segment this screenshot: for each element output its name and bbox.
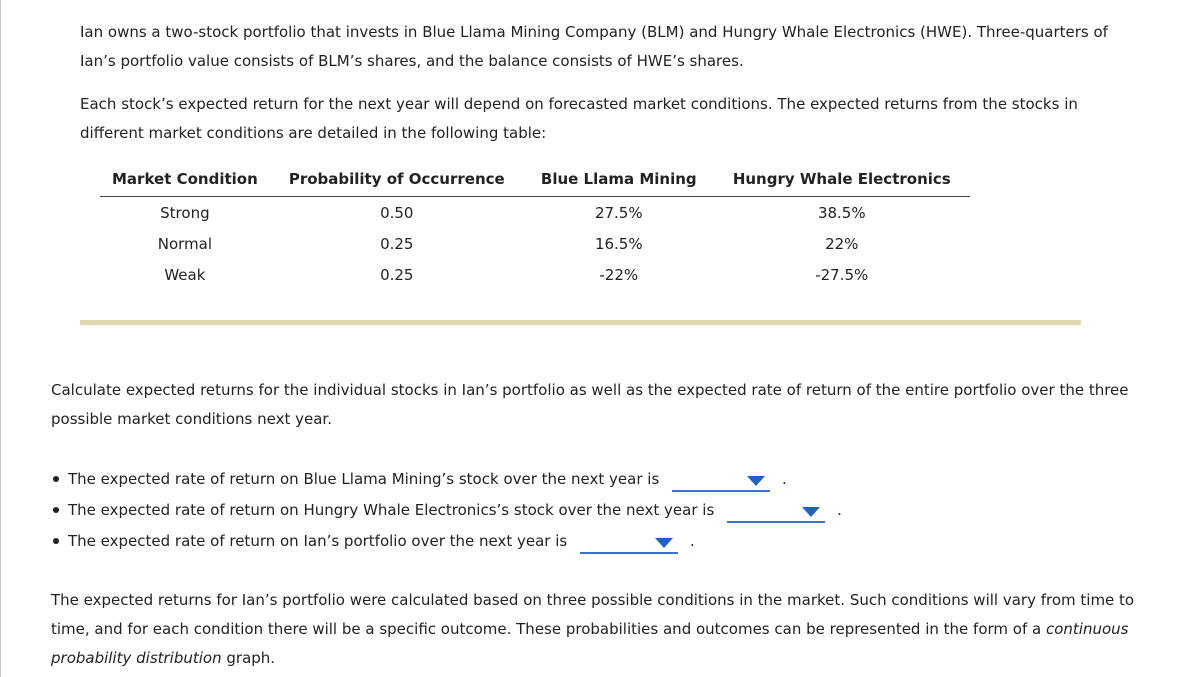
header-market-condition: Market Condition xyxy=(100,168,270,197)
cell-hwe-return: -27.5% xyxy=(815,265,869,284)
list-item xyxy=(48,497,842,528)
hwe-return-dropdown[interactable] xyxy=(727,501,825,523)
cell-condition: Weak xyxy=(164,265,206,284)
cell-condition: Normal xyxy=(157,234,213,253)
header-hungry-whale: Hungry Whale Electronics xyxy=(714,168,970,197)
answer-prompt-blm: The expected rate of return on Blue Llama Mining’s stock over the next year is xyxy=(68,470,660,488)
table-header-row xyxy=(100,168,970,197)
cell-blm-return: 16.5% xyxy=(594,234,643,253)
chevron-down-icon xyxy=(655,538,673,548)
header-probability: Probability of Occurrence xyxy=(270,168,524,197)
sentence-period: . xyxy=(690,532,695,550)
sentence-period: . xyxy=(782,470,787,488)
frame-border xyxy=(0,0,1,677)
cell-condition: Strong xyxy=(160,203,210,222)
chevron-down-icon xyxy=(802,507,820,517)
cell-hwe-return: 22% xyxy=(825,234,859,253)
question-text: Calculate expected returns for the individual stocks in Ian’s portfolio as well as the expected rate of return of the entire portfolio over the three possible market conditions next year. xyxy=(51,381,1129,428)
cell-hwe-return: 38.5% xyxy=(817,203,866,222)
cell-blm-return: 27.5% xyxy=(594,203,643,222)
answer-list xyxy=(48,466,842,559)
section-divider xyxy=(80,320,1081,325)
intro-paragraph-1: Ian owns a two-stock portfolio that invests in Blue Llama Mining Company (BLM) and Hungry Whale Electronics (HWE). Three-quarters of Ian’s portfolio value consists of BLM’s shares, and the balance consists of HWE’s shares. xyxy=(80,23,1108,70)
market-conditions-table xyxy=(100,168,970,290)
header-blue-llama: Blue Llama Mining xyxy=(524,168,714,197)
cell-probability: 0.25 xyxy=(380,265,414,284)
answer-prompt-portfolio: The expected rate of return on Ian’s portfolio over the next year is xyxy=(68,532,568,550)
sentence-period: . xyxy=(837,501,842,519)
blm-return-dropdown[interactable] xyxy=(672,470,770,492)
list-item xyxy=(48,528,842,559)
cell-probability: 0.25 xyxy=(380,234,414,253)
list-item xyxy=(48,466,842,497)
portfolio-return-dropdown[interactable] xyxy=(580,532,678,554)
table-row xyxy=(100,228,970,259)
cell-blm-return: -22% xyxy=(599,265,639,284)
closing-emphasis: continuous probability distribution xyxy=(51,620,1129,667)
intro-paragraph-2: Each stock’s expected return for the next year will depend on forecasted market conditions. The expected returns from the stocks in different market conditions are detailed in the following table: xyxy=(80,95,1078,142)
table-row xyxy=(100,259,970,290)
cell-probability: 0.50 xyxy=(380,203,414,222)
closing-paragraph xyxy=(51,586,1161,673)
chevron-down-icon xyxy=(747,476,765,486)
table-row xyxy=(100,197,970,229)
closing-text-start: The expected returns for Ian’s portfolio were calculated based on three possible conditions in the market. Such conditions will vary from time to time, and for each condition there will be a specific outcome. These probabilities and outcomes can be represented in the form of a xyxy=(51,591,1135,638)
answer-prompt-hwe: The expected rate of return on Hungry Whale Electronics’s stock over the next year is xyxy=(68,501,715,519)
closing-text-end: graph. xyxy=(221,649,276,667)
